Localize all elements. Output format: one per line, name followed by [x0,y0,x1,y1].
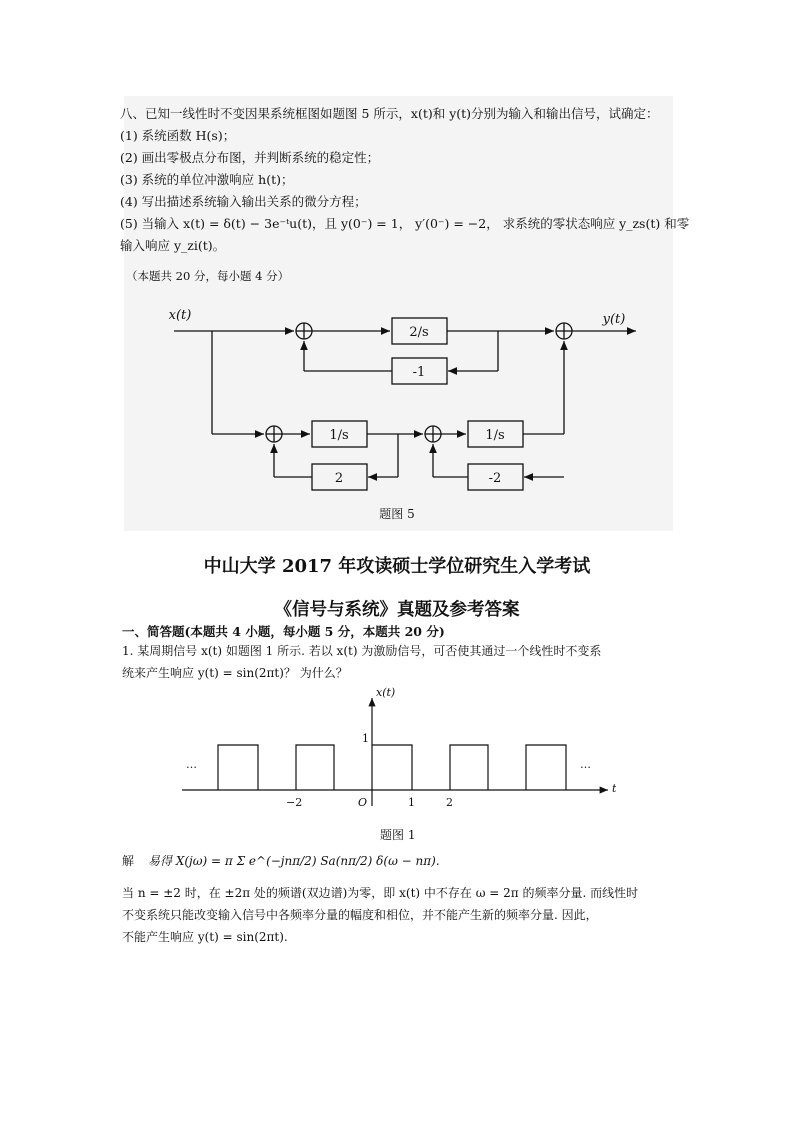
pulse-3 [372,745,412,790]
question1-line1: 1. 某周期信号 x(t) 如题图 1 所示. 若以 x(t) 为激励信号，可否使其通过一个线性时不变系 [122,644,602,658]
figure5-caption: 题图 5 [379,507,415,521]
fig1-level-1: 1 [362,732,369,745]
block-2-over-s-label: 2/s [409,325,429,340]
problem8-intro: 八、已知一线性时不变因果系统框图如题图 5 所示，x(t)和 y(t)分别为输入和输出信号，试确定： [120,106,659,121]
problem8-item-5: (5) 当输入 x(t) = δ(t) − 3e⁻ᵗu(t)，且 y(0⁻) = 1， y′(0⁻) = −2， 求系统的零状态响应 y_zs(t) 和零 [120,216,690,231]
fig1-ellipsis-left: … [186,758,197,771]
fig1-ellipsis-right: … [580,758,591,771]
problem8-item-1: (1) 系统函数 H(s)； [120,128,236,143]
block-gain-minus-2-label: -2 [488,471,502,486]
problem8-item-5-cont: 输入响应 y_zi(t)。 [120,238,226,253]
block-gain-2-label: 2 [334,471,344,486]
section-heading: 一、简答题(本题共 4 小题，每小题 5 分，本题共 20 分) [122,624,445,639]
exam-title: 中山大学 2017 年攻读硕士学位研究生入学考试 [203,556,591,577]
square-wave-figure1 [176,684,616,828]
solution-formula: 易得 X(jω) = π Σ e^(−jnπ/2) Sa(nπ/2) δ(ω − nπ). [148,854,440,868]
problem8-item-4: (4) 写出描述系统输入输出关系的微分方程； [120,194,367,209]
solution-line1: 当 n = ±2 时，在 ±2π 处的频谱(双边谱)为零，即 x(t) 中不存在 ω = 2π 的频率分量. 而线性时 [122,886,639,900]
pulse-2 [296,745,334,790]
question1-line2: 统来产生响应 y(t) = sin(2πt)？ 为什么？ [122,666,348,680]
figure1-caption: 题图 1 [380,828,416,842]
solution-line2: 不变系统只能改变输入信号中各频率分量的幅度和相位，并不能产生新的频率分量. 因此， [122,908,598,922]
block-1-over-s-b-label: 1/s [485,428,505,443]
solution-line3: 不能产生响应 y(t) = sin(2πt). [122,930,288,944]
problem8-item-3: (3) 系统的单位冲激响应 h(t)； [120,172,294,187]
problem8-score-note: （本题共 20 分，每小题 4 分） [126,269,290,283]
solution-prefix: 解 [122,854,135,868]
exam-subtitle: 《信号与系统》真题及参考答案 [274,600,520,620]
block-1-over-s-a-label: 1/s [329,428,349,443]
fig1-tick-minus2: −2 [286,796,303,809]
block-diagram-figure5 [124,296,673,535]
fig1-tick-1: 1 [408,796,415,809]
fig1-tick-2: 2 [446,796,453,809]
block-minus-1-label: -1 [412,365,426,380]
problem8-item-2: (2) 画出零极点分布图，并判断系统的稳定性； [120,150,380,165]
pulse-5 [526,745,566,790]
fig1-tick-origin: O [358,796,368,809]
pulse-4 [450,745,488,790]
fig1-ylabel: x(t) [376,686,396,699]
fig1-xlabel: t [612,782,616,795]
diagram-output-label: y(t) [602,312,626,327]
diagram-input-label: x(t) [168,308,192,323]
pulse-1 [218,745,258,790]
